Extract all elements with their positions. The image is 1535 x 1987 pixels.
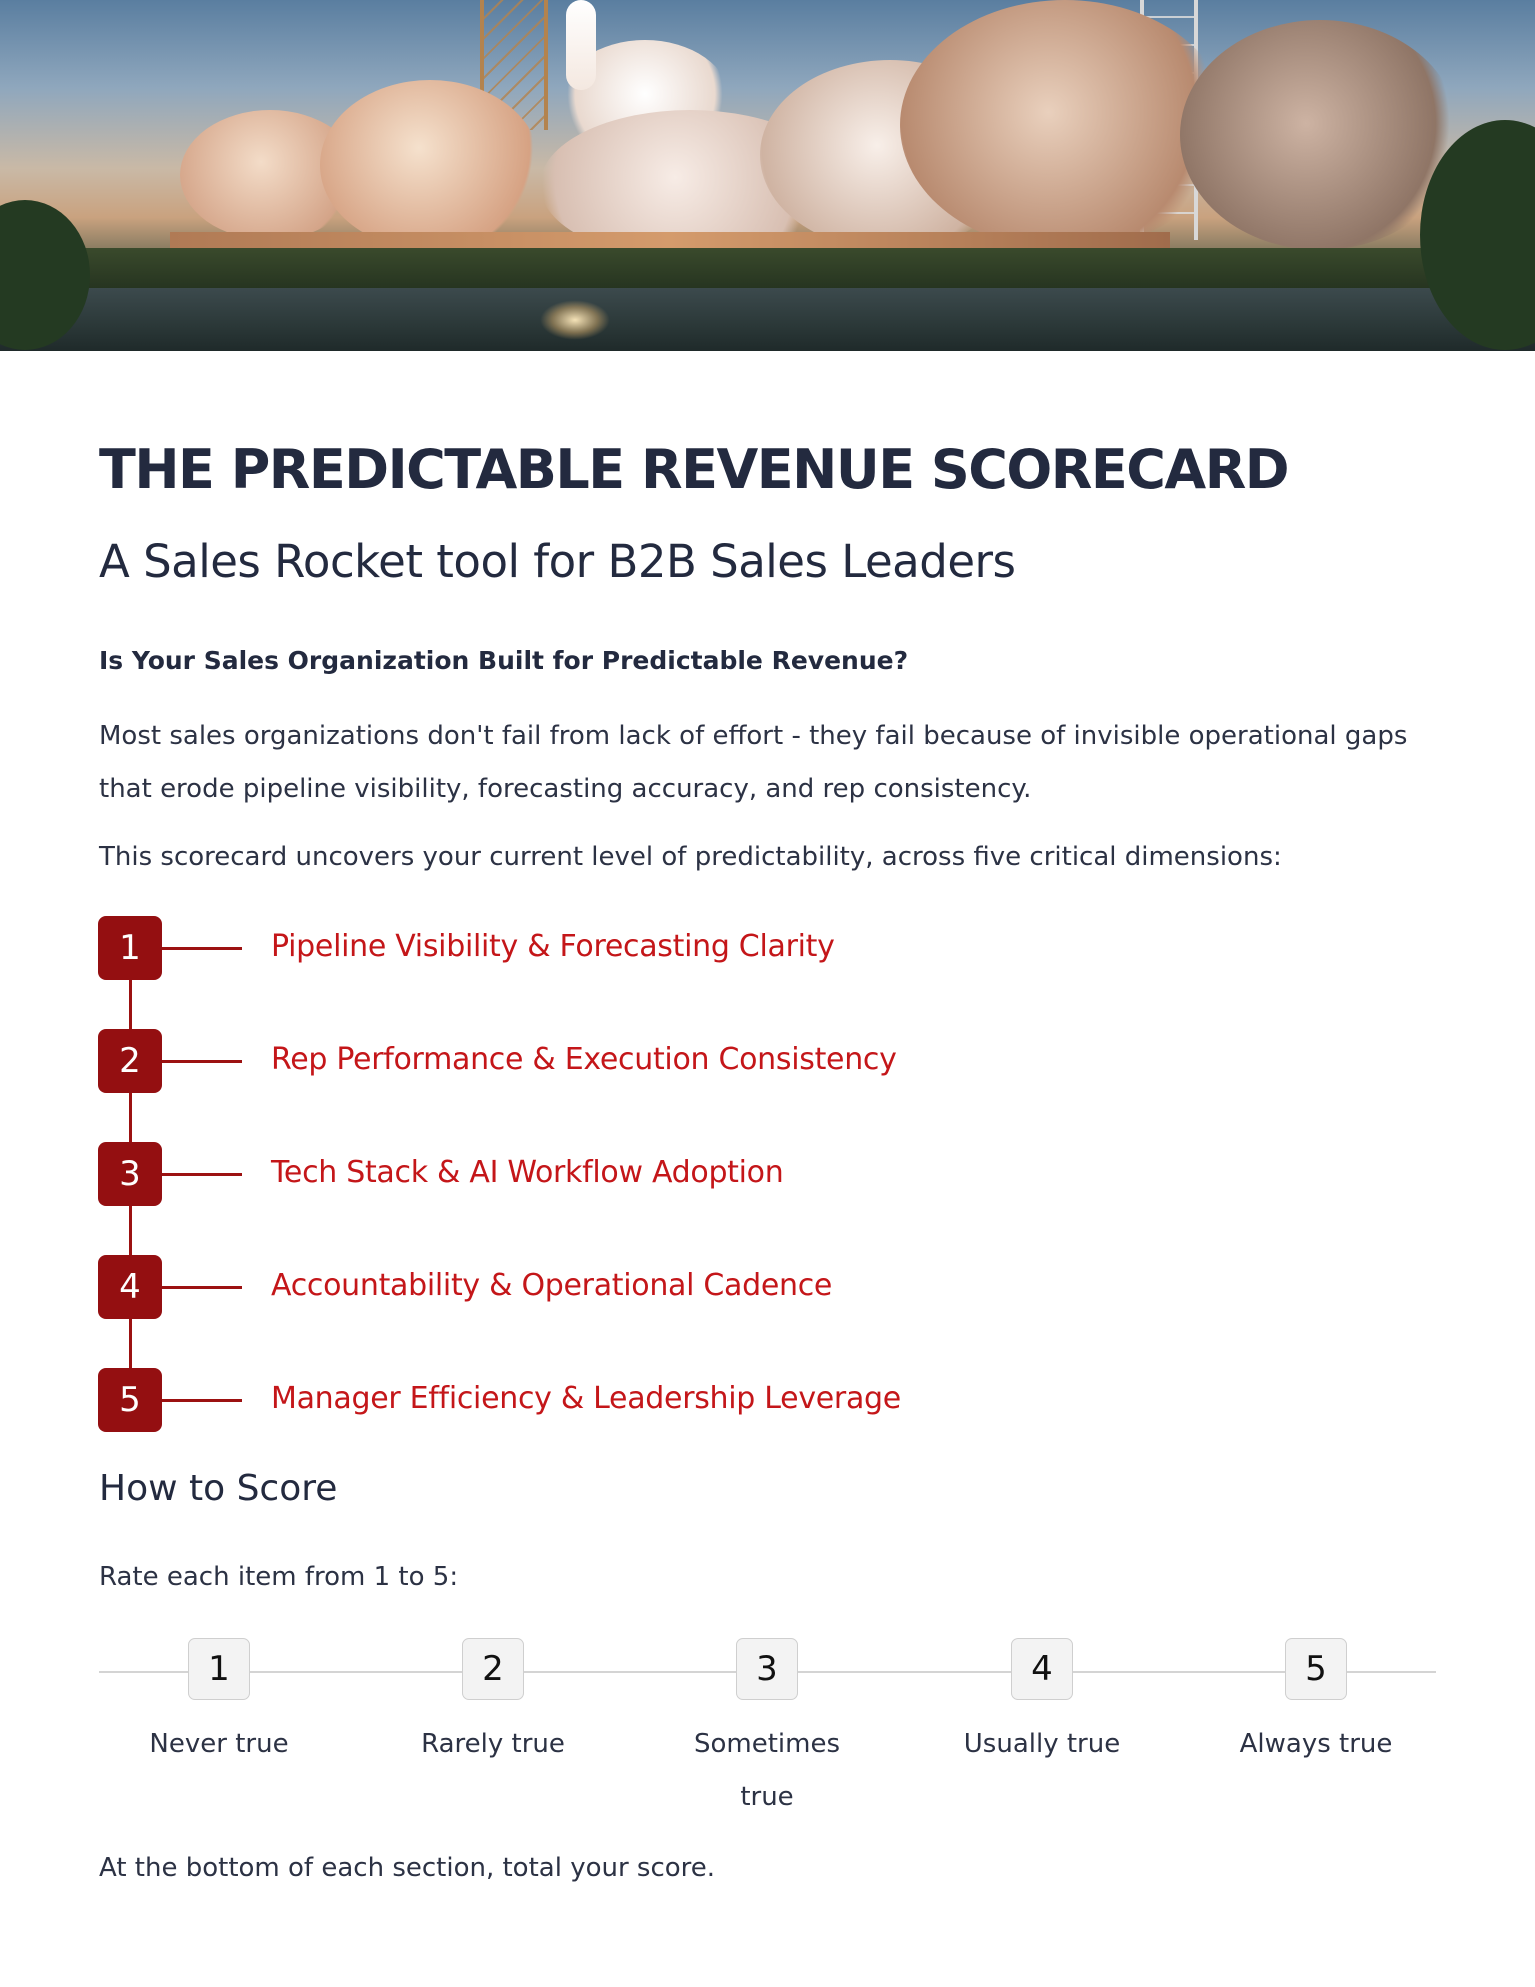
dimension-item [98, 1142, 1198, 1206]
water-reflection [540, 300, 610, 340]
dimensions-list [98, 916, 1198, 1432]
dimension-connector [162, 947, 242, 950]
rating-caption: Usually true [963, 1729, 1121, 1759]
rating-option [119, 1638, 319, 1771]
shoreline [0, 248, 1535, 293]
rating-value-box: 4 [1011, 1638, 1073, 1700]
dimension-item [98, 1029, 1198, 1093]
dimension-label: Tech Stack & AI Workflow Adoption [271, 1155, 784, 1190]
rating-option [1216, 1638, 1416, 1771]
smoke-cloud [320, 80, 540, 250]
rating-option [393, 1638, 593, 1771]
rating-option [682, 1638, 852, 1824]
rating-caption: Always true [1239, 1729, 1393, 1759]
rating-value-box: 5 [1285, 1638, 1347, 1700]
dimension-label: Manager Efficiency & Leadership Leverage [271, 1381, 901, 1416]
intro-question: Is Your Sales Organization Built for Predictable Revenue? [99, 646, 909, 675]
water [0, 288, 1535, 351]
dimension-item [98, 916, 1198, 980]
rating-caption: Never true [149, 1729, 289, 1759]
dimension-number-badge: 3 [98, 1142, 162, 1206]
rating-value-box: 3 [736, 1638, 798, 1700]
dimension-item [98, 1255, 1198, 1319]
dimension-number-badge: 2 [98, 1029, 162, 1093]
dimension-connector [162, 1060, 242, 1063]
rating-scale [99, 1638, 1436, 1828]
intro-paragraph: Most sales organizations don't fail from lack of effort - they fail because of invisible operational gaps that erode pipeline visibility, forecasting accuracy, and rep consistency. [99, 721, 1408, 804]
dimension-connector [162, 1399, 242, 1402]
rating-option [942, 1638, 1142, 1771]
page-title: THE PREDICTABLE REVENUE SCORECARD [99, 438, 1289, 501]
dimension-number-badge: 5 [98, 1368, 162, 1432]
rating-caption: Sometimes true [693, 1729, 841, 1812]
dimension-number-badge: 1 [98, 916, 162, 980]
dimension-connector [162, 1286, 242, 1289]
how-to-score-heading: How to Score [99, 1468, 338, 1509]
smoke-cloud [1180, 20, 1460, 250]
dimension-label: Pipeline Visibility & Forecasting Clarity [271, 929, 835, 964]
rating-value-box: 2 [462, 1638, 524, 1700]
dimension-label: Accountability & Operational Cadence [271, 1268, 833, 1303]
intro-paragraph-dimensions: This scorecard uncovers your current level of predictability, across five critical dimensions: [99, 842, 1282, 872]
dimension-label: Rep Performance & Execution Consistency [271, 1042, 897, 1077]
rating-instruction: Rate each item from 1 to 5: [99, 1562, 459, 1592]
dimension-number-badge: 4 [98, 1255, 162, 1319]
rating-caption: Rarely true [421, 1729, 565, 1759]
rating-value-box: 1 [188, 1638, 250, 1700]
scoring-footer-note: At the bottom of each section, total your score. [99, 1853, 716, 1883]
dimension-connector [162, 1173, 242, 1176]
exhaust-plume [566, 0, 596, 90]
page-subtitle: A Sales Rocket tool for B2B Sales Leaders [99, 535, 1016, 588]
dimension-item [98, 1368, 1198, 1432]
hero-image [0, 0, 1535, 351]
